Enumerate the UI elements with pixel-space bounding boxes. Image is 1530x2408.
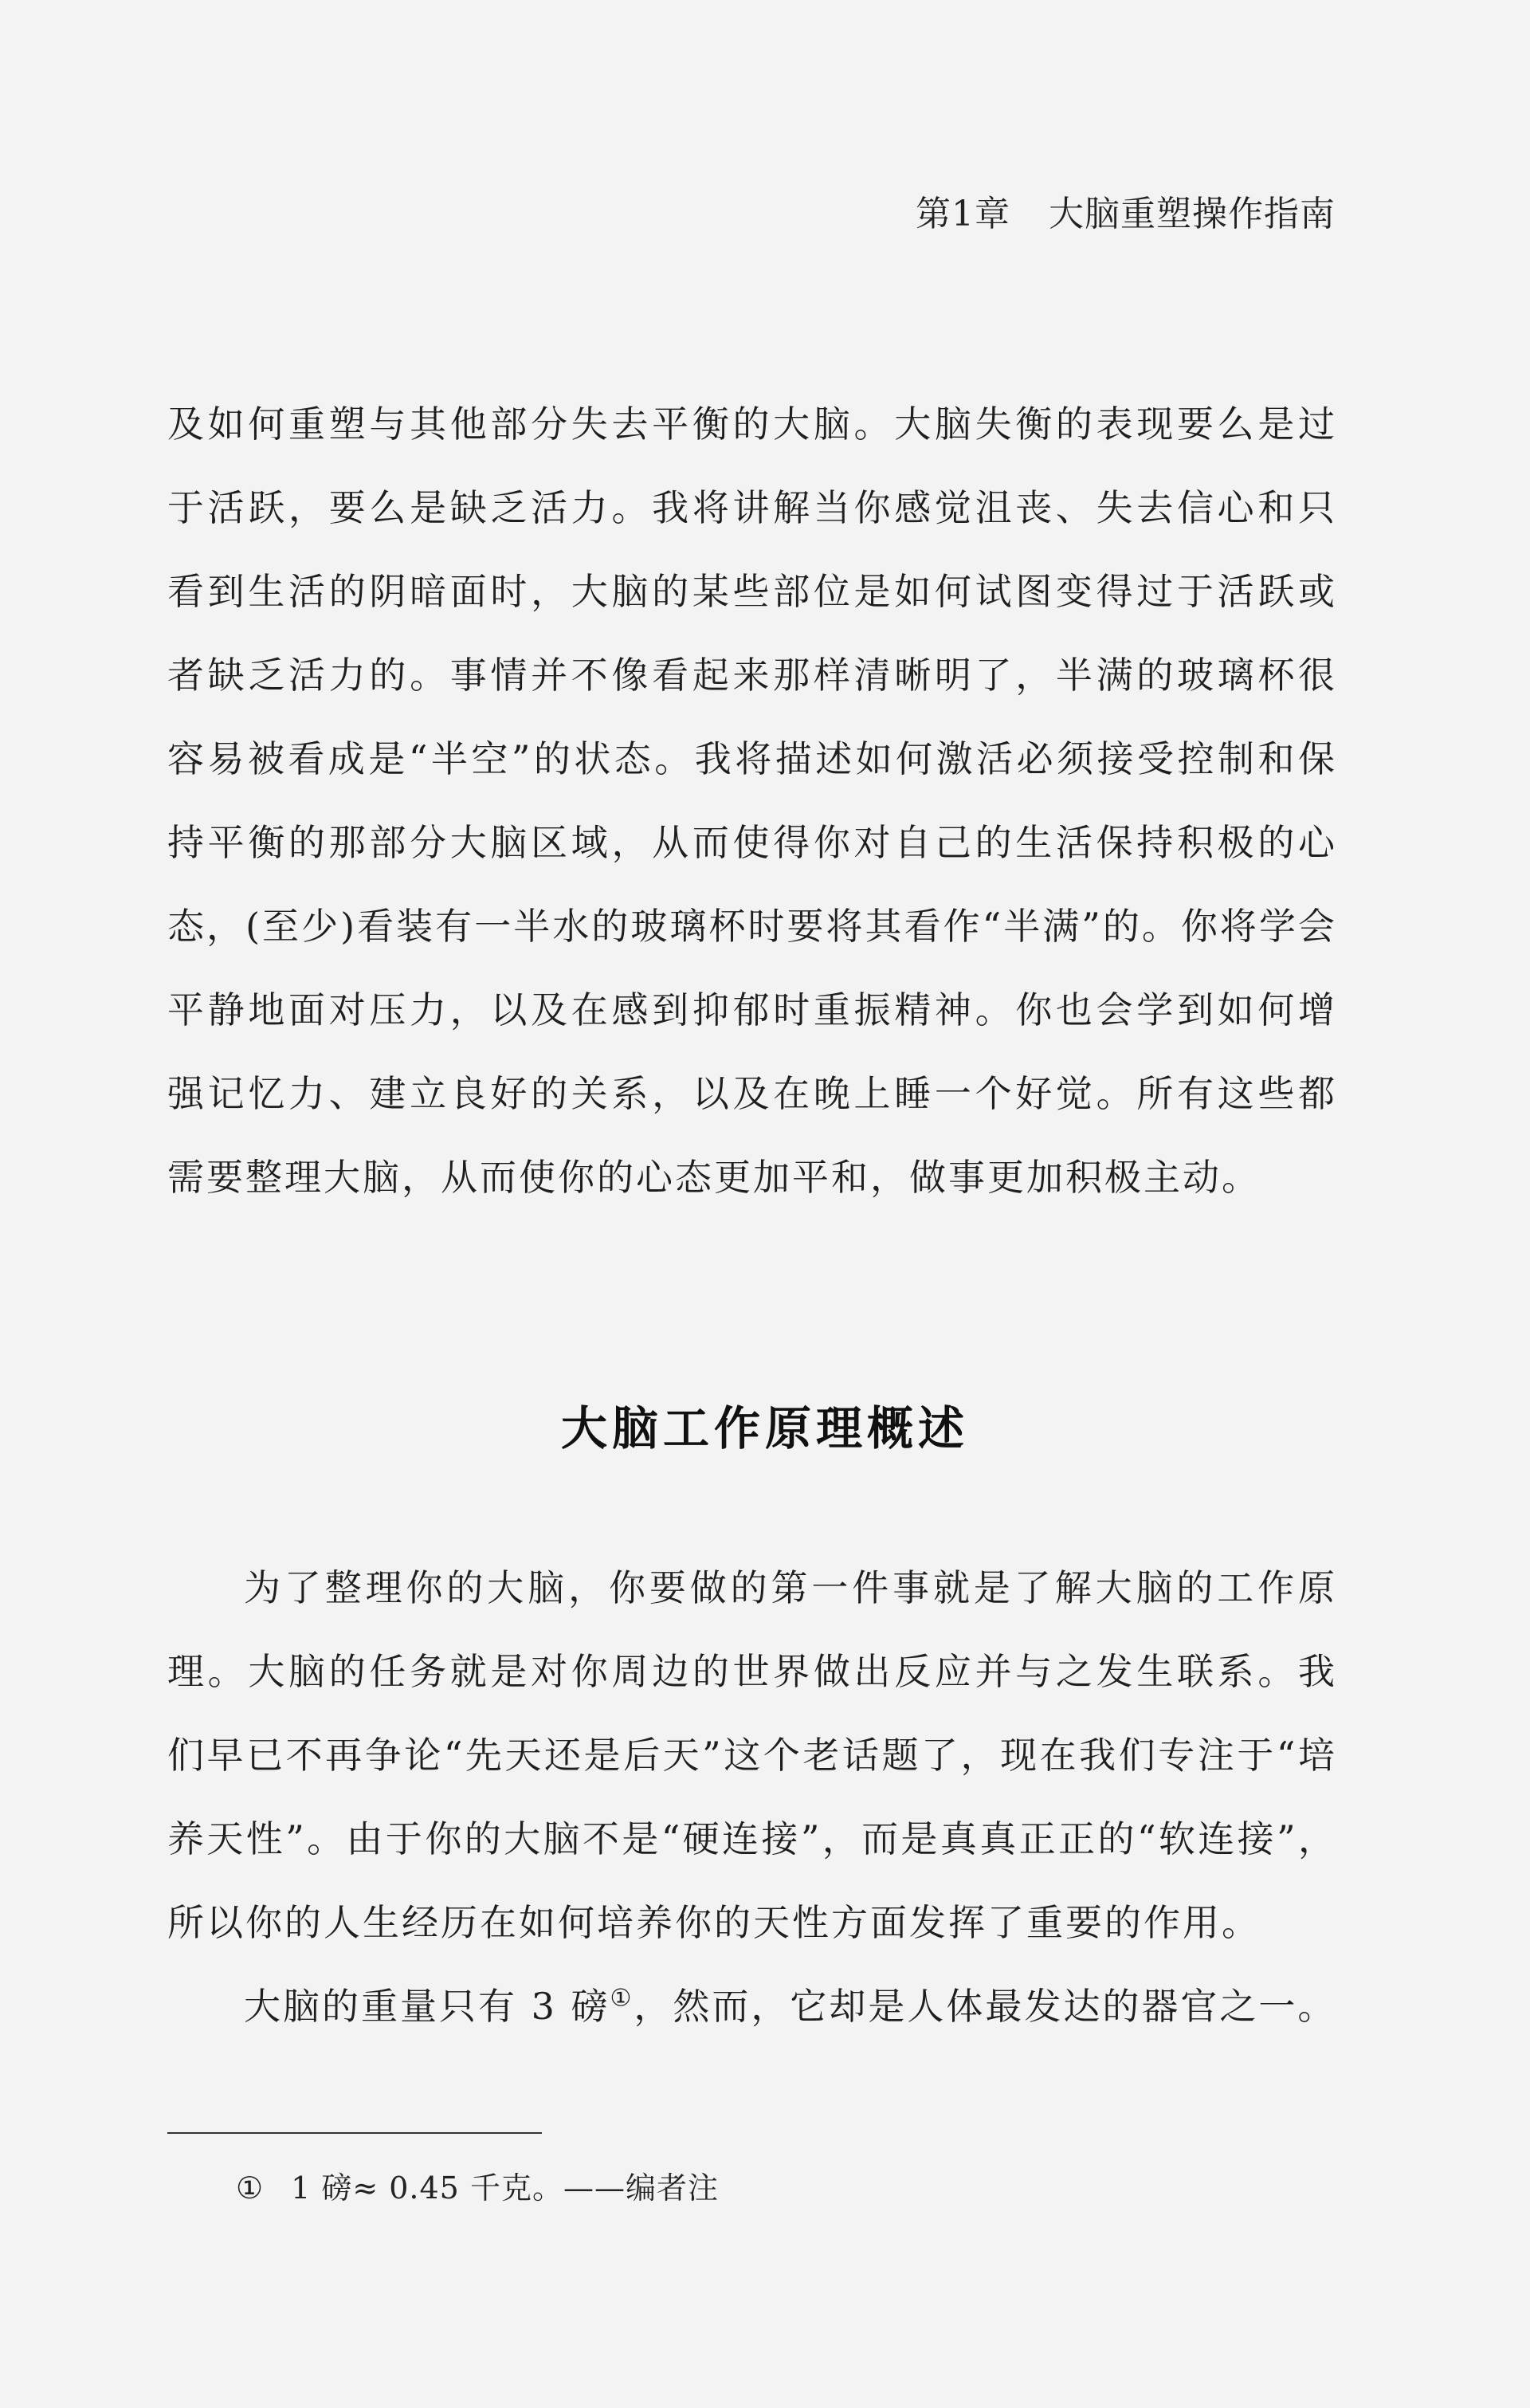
running-header (916, 185, 1336, 236)
paragraph-3 (167, 1965, 1337, 2049)
paragraph-2: 为了整理你的大脑，你要做的第一件事就是了解大脑的工作原理。大脑的任务就是对你周边的世界做出反应并与之发生联系。我们早已不再争论“先天还是后天”这个老话题了，现在我们专注于“培养天性”。由于你的大脑不是“硬连接”，而是真真正正的“软连接”，所以你的人生经历在如何培养你的天性方面发挥了重要的作用。 (167, 1566, 1337, 1944)
footnote-divider (167, 2132, 542, 2134)
paragraph-3-end: ，然而，它却是人体最发达的器官之一。 (634, 1985, 1337, 2028)
paragraph-1: 及如何重塑与其他部分失去平衡的大脑。大脑失衡的表现要么是过于活跃，要么是缺乏活力。我将讲解当你感觉沮丧、失去信心和只看到生活的阴暗面时，大脑的某些部位是如何试图变得过于活跃或者缺乏活力的。事情并不像看起来那样清晰明了，半满的玻璃杯很容易被看成是“半空”的状态。我将描述如何激活必须接受控制和保持平衡的那部分大脑区域，从而使得你对自己的生活保持积极的心态，(至少)看装有一半水的玻璃杯时要将其看作“半满”的。你将学会平静地面对压力，以及在感到抑郁时重振精神。你也会学到如何增强记忆力、建立良好的关系，以及在晚上睡一个好觉。所有这些都需要整理大脑，从而使你的心态更加平和，做事更加积极主动。 (167, 403, 1337, 1199)
footnote-number: ① (236, 2170, 265, 2206)
footnote (236, 2163, 719, 2207)
footnote-reference: ① (610, 1984, 634, 2013)
footnote-text: 1 磅≈ 0.45 千克。——编者注 (291, 2170, 719, 2206)
chapter-number: 第1章 (916, 194, 1010, 234)
section-heading: 大脑工作原理概述 (560, 1401, 969, 1455)
paragraph-3-start: 大脑的重量只有 3 磅 (244, 1985, 610, 2028)
chapter-title: 大脑重塑操作指南 (1049, 194, 1336, 234)
